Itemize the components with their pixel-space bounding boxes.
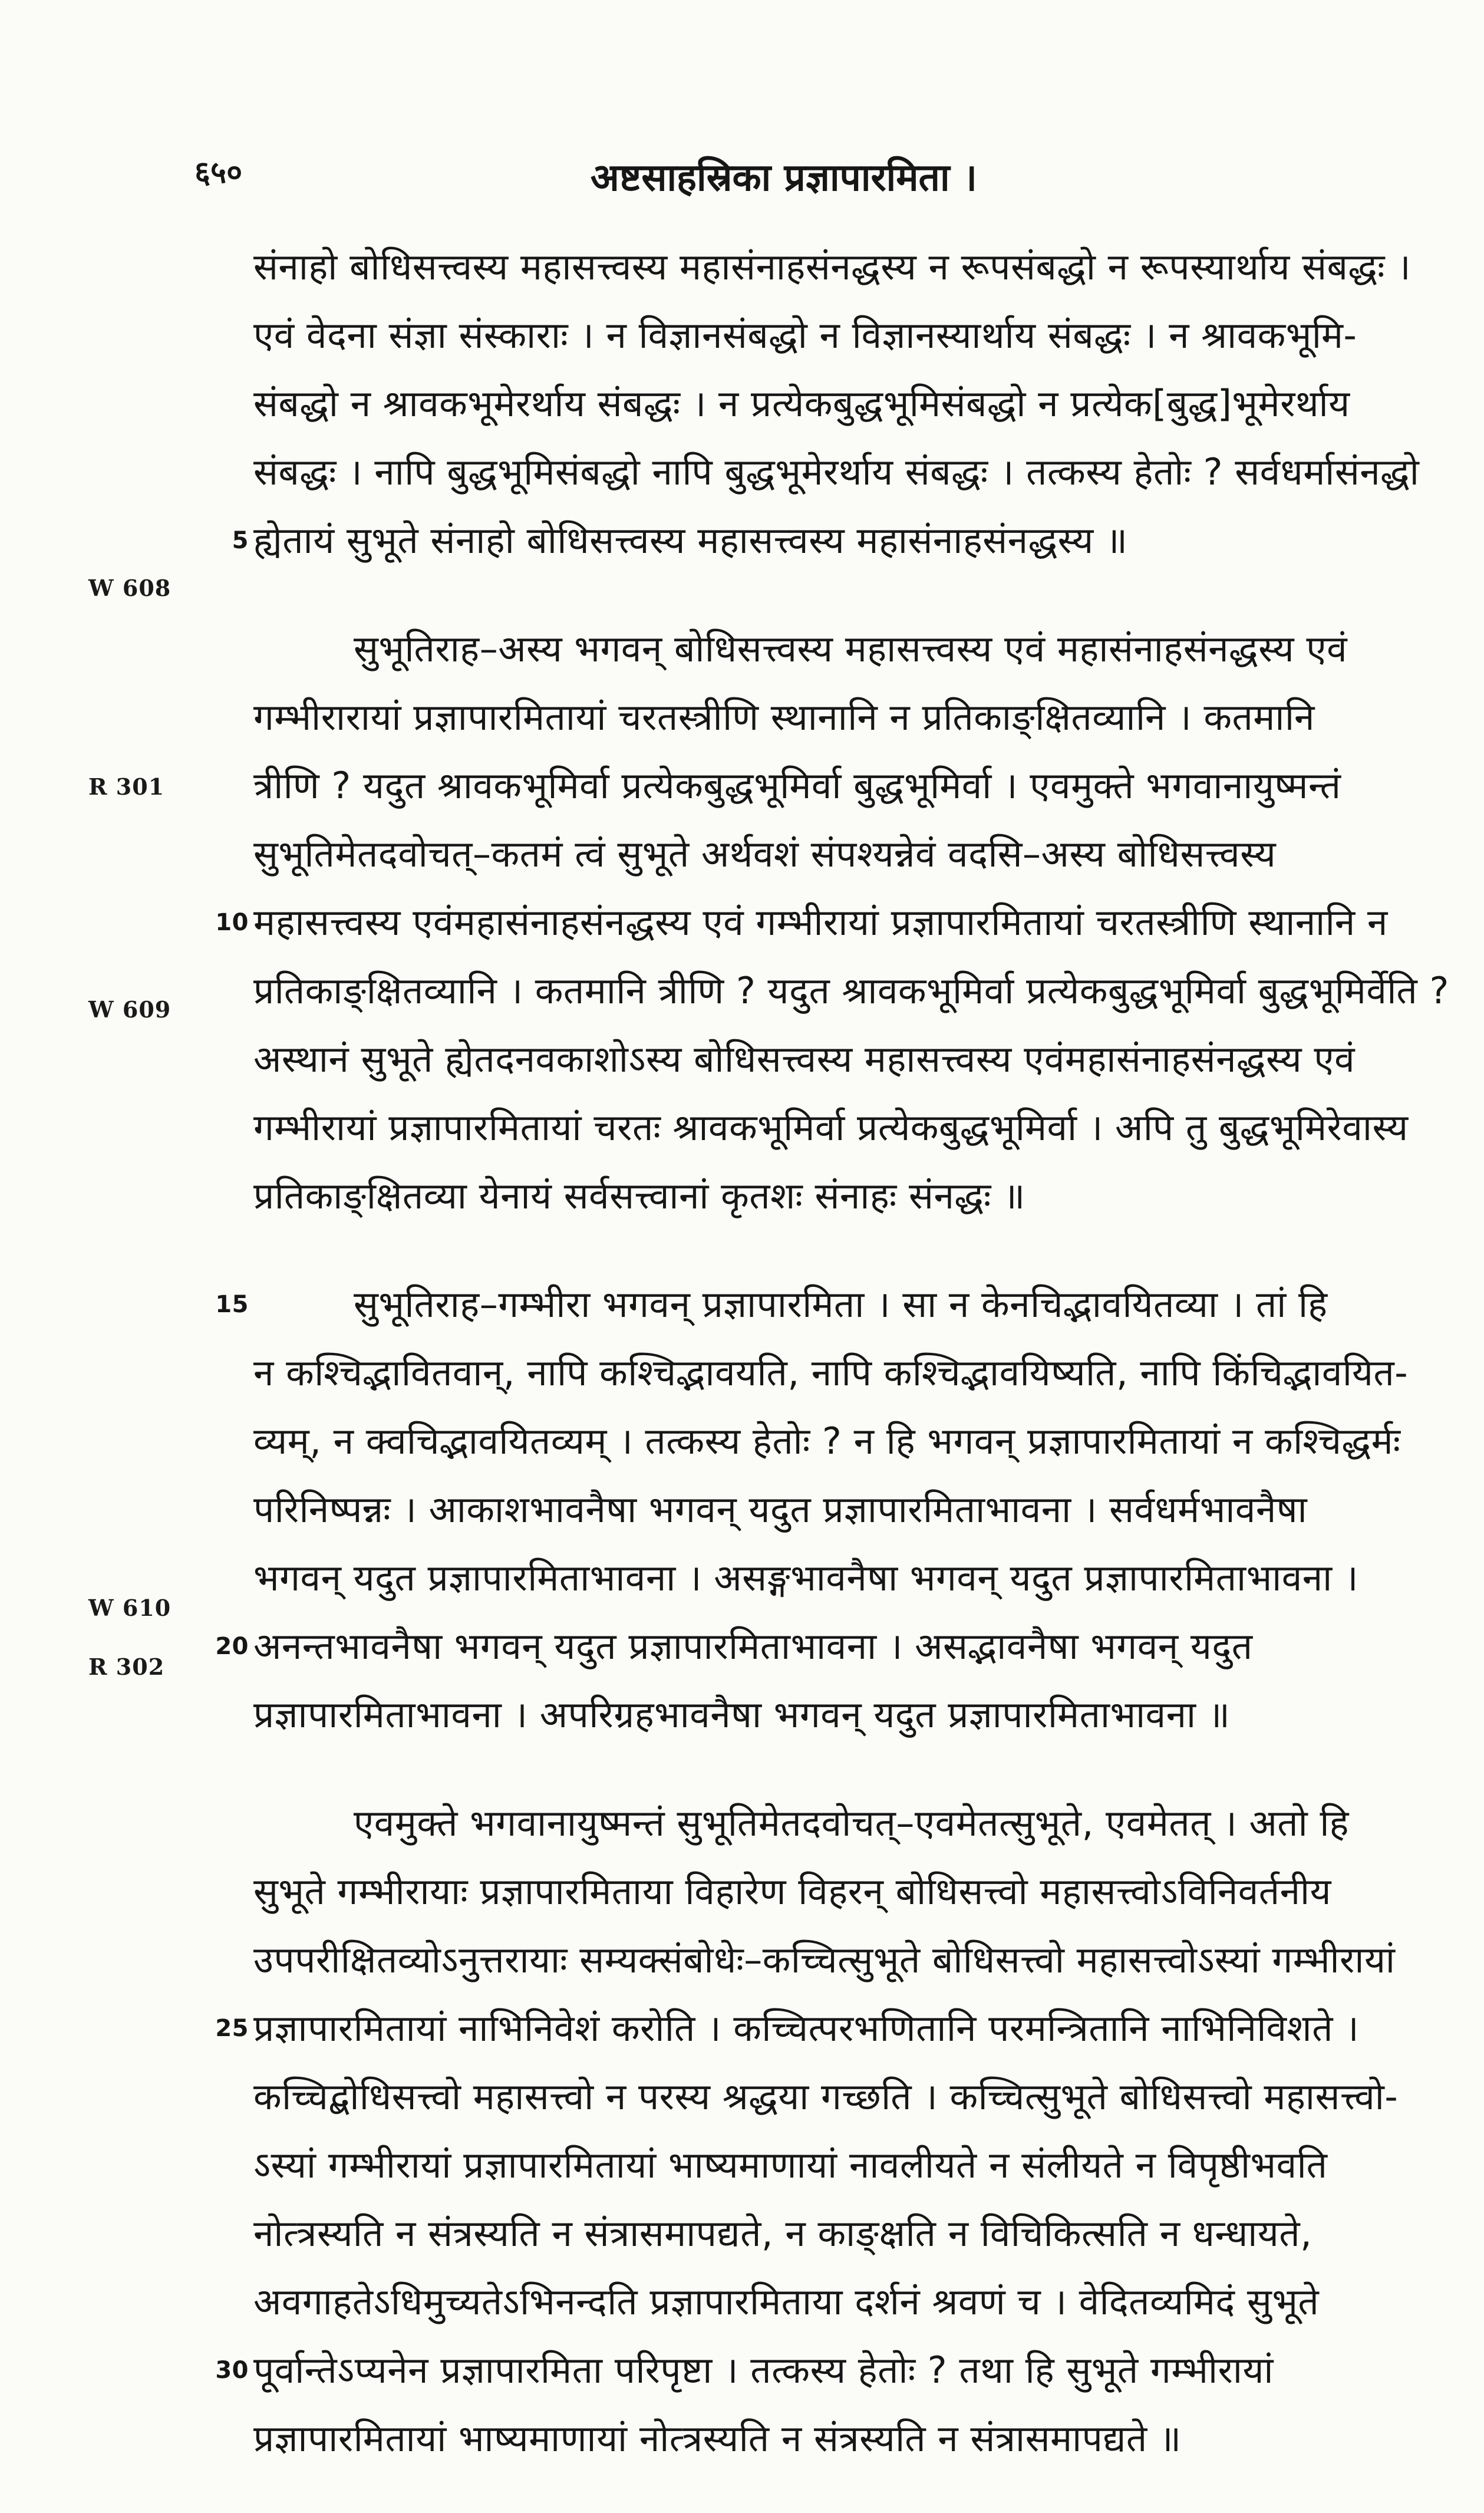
margin-reference: R 301 [88,773,165,800]
line-text: सुभूतिमेतदवोचत्–कतमं त्वं सुभूते अर्थवशं संपश्यन्नेवं वदसि–अस्य बोधिसत्त्वस्य [253,832,1277,875]
text-line [253,1857,1385,1926]
line-text: एवं वेदना संज्ञा संस्काराः । न विज्ञानसंबद्धो न विज्ञानस्यार्थाय संबद्धः । न श्रावकभूमि- [253,314,1357,357]
line-number: 30 [215,2357,249,2384]
text-line [253,233,1412,301]
text-line [253,1789,1385,1857]
line-text: त्रीणि ? यदुत श्रावकभूमिर्वा प्रत्येकबुद्धभूमिर्वा बुद्धभूमिर्वा । एवमुक्ते भगवानायुष्मन्तं [253,764,1341,807]
text-line [253,1926,1396,1994]
line-text: ह्येतायं सुभूते संनाहो बोधिसत्त्वस्य महासत्त्वस्य महासंनाहसंनद्धस्य ॥ [253,519,1128,562]
line-text: व्यम्, न क्वचिद्भावयितव्यम् । तत्कस्य हेतोः ? न हि भगवन् प्रज्ञापारमितायां न कश्चिद्धर्मः [253,1419,1401,1463]
line-number: 10 [215,909,249,936]
page-number: ६५० [194,155,243,190]
line-text: अस्थानं सुभूते ह्येतदनवकाशोऽस्य बोधिसत्त्वस्य महासत्त्वस्य एवंमहासंनाहसंनद्धस्य एवं [253,1038,1356,1081]
line-text: सुभूते गम्भीरायाः प्रज्ञापारमिताया विहारेण विहरन् बोधिसत्त्वो महासत्त्वोऽविनिवर्तनीय [253,1870,1332,1913]
line-text: प्रज्ञापारमितायां भाष्यमाणायां नोत्त्रस्यति न संत्रस्यति न संत्रासमापद्यते ॥ [253,2417,1182,2460]
line-text: परिनिष्पन्नः । आकाशभावनैषा भगवन् यदुत प्रज्ञापारमिताभावना । सर्वधर्मभावनैषा [253,1488,1308,1531]
line-text: अवगाहतेऽधिमुच्यतेऽभिनन्दति प्रज्ञापारमिताया दर्शनं श्रवणं च । वेदितव्यमिदं सुभूते [253,2280,1320,2323]
line-text: नोत्त्रस्यति न संत्रस्यति न संत्रासमापद्यते, न काङ्क्षति न विचिकित्सति न धन्धायते, [253,2212,1312,2255]
line-text: गम्भीरायां प्रज्ञापारमितायां चरतः श्रावकभूमिर्वा प्रत्येकबुद्धभूमिर्वा । अपि तु बुद्धभूमिरेवास्य [253,1106,1409,1149]
line-number: 5 [232,527,249,554]
line-text: अनन्तभावनैषा भगवन् यदुत प्रज्ञापारमिताभावना । असद्भावनैषा भगवन् यदुत [253,1625,1253,1668]
text-line [215,1612,1385,1681]
margin-reference: R 302 [88,1654,165,1680]
paragraph [232,233,1420,575]
paragraph [215,1789,1399,2473]
margin-reference: W 610 [88,1595,172,1621]
running-title: अष्टसाहस्रिका प्रज्ञापारमिता । [590,156,978,200]
line-text: संनाहो बोधिसत्त्वस्य महासत्त्वस्य महासंनाहसंनद्धस्य न रूपसंबद्धो न रूपस्यार्थाय संबद्धः । [253,245,1412,288]
line-text: ऽस्यां गम्भीरायां प्रज्ञापारमितायां भाष्यमाणायां नावलीयते न संलीयते न विपृष्ठीभवति [253,2143,1328,2186]
line-text: गम्भीरारायां प्रज्ञापारमितायां चरतस्त्रीणि स्थानानि न प्रतिकाङ्क्षितव्यानि । कतमानि [253,696,1315,739]
text-line [215,2336,1385,2405]
body-text [215,233,1449,2513]
text-line [253,2268,1385,2336]
line-text: एवमुक्ते भगवानायुष्मन्तं सुभूतिमेतदवोचत्–एवमेतत्सुभूते, एवमेतत् । अतो हि [354,1801,1349,1845]
text-line [215,1270,1385,1339]
text-line [253,957,1449,1025]
text-line [253,1681,1385,1749]
text-line [253,1407,1401,1475]
line-number: 20 [215,1633,249,1660]
text-line [253,1025,1385,1094]
line-text: संबद्धो न श्रावकभूमेरर्थाय संबद्धः । न प्रत्येकबुद्धभूमिसंबद्धो न प्रत्येक[बुद्ध]भूमेरर्थाय [253,382,1350,425]
text-line [253,1094,1409,1162]
line-text: संबद्धः । नापि बुद्धभूमिसंबद्धो नापि बुद्धभूमेरर्थाय संबद्धः । तत्कस्य हेतोः ? सर्वधर्मासंनद्धो [253,450,1420,493]
line-text: प्रतिकाङ्क्षितव्यानि । कतमानि त्रीणि ? यदुत श्रावकभूमिर्वा प्रत्येकबुद्धभूमिर्वा बुद्धभूमिर्वेति ? [253,969,1449,1012]
margin-reference: W 609 [88,996,172,1023]
line-text: उपपरीक्षितव्योऽनुत्तरायाः सम्यक्संबोधेः–कच्चित्सुभूते बोधिसत्त्वो महासत्त्वोऽस्यां गम्भीरायां [253,1938,1396,1981]
text-line [253,752,1385,820]
page-header [194,150,1373,203]
text-line [253,2199,1385,2268]
line-text: पूर्वान्तेऽप्यनेन प्रज्ञापारमिता परिपृष्टा । तत्कस्य हेतोः ? तथा हि सुभूते गम्भीरायां [253,2349,1274,2392]
text-line [232,506,1385,575]
text-line [253,2405,1385,2473]
text-line [253,1339,1409,1407]
text-line [253,2063,1399,2131]
line-text: प्रज्ञापारमितायां नाभिनिवेशं करोति । कच्चित्परभणितानि परमन्त्रितानि नाभिनिविशते । [253,2007,1360,2050]
paragraph [215,615,1449,1230]
text-line [215,1994,1385,2063]
margin-reference: W 608 [88,575,172,601]
line-text: प्रज्ञापारमिताभावना । अपरिग्रहभावनैषा भगवन् यदुत प्रज्ञापारमिताभावना ॥ [253,1693,1231,1736]
line-number: 25 [215,2015,249,2042]
text-line [253,683,1385,752]
line-number: 15 [215,1291,249,1318]
text-line [253,1162,1385,1230]
line-text: न कश्चिद्भावितवान्, नापि कश्चिद्भावयति, नापि कश्चिद्भावयिष्यति, नापि किंचिद्भावयित- [253,1351,1409,1394]
line-text: कच्चिद्बोधिसत्त्वो महासत्त्वो न परस्य श्रद्धया गच्छति । कच्चित्सुभूते बोधिसत्त्वो महासत्त्वो- [253,2075,1399,2118]
text-line [215,888,1388,957]
line-text: सुभूतिराह–गम्भीरा भगवन् प्रज्ञापारमिता । सा न केनचिद्भावयितव्या । तां हि [354,1283,1328,1326]
paragraph [215,1270,1409,1749]
text-line [253,438,1420,506]
text-line [253,370,1385,438]
text-line [253,301,1385,370]
line-text: भगवन् यदुत प्रज्ञापारमिताभावना । असङ्गभावनैषा भगवन् यदुत प्रज्ञापारमिताभावना । [253,1556,1358,1599]
line-text: महासत्त्वस्य एवंमहासंनाहसंनद्धस्य एवं गम्भीरायां प्रज्ञापारमितायां चरतस्त्रीणि स्थानानि न [253,901,1388,944]
text-line [253,1544,1385,1612]
text-line [253,2131,1385,2199]
line-text: सुभूतिराह–अस्य भगवन् बोधिसत्त्वस्य महासत्त्वस्य एवं महासंनाहसंनद्धस्य एवं [354,627,1348,670]
text-line [253,1475,1385,1544]
text-line [253,820,1385,888]
text-line [253,615,1385,683]
line-text: प्रतिकाङ्क्षितव्या येनायं सर्वसत्त्वानां कृतशः संनाहः संनद्धः ॥ [253,1174,1025,1217]
